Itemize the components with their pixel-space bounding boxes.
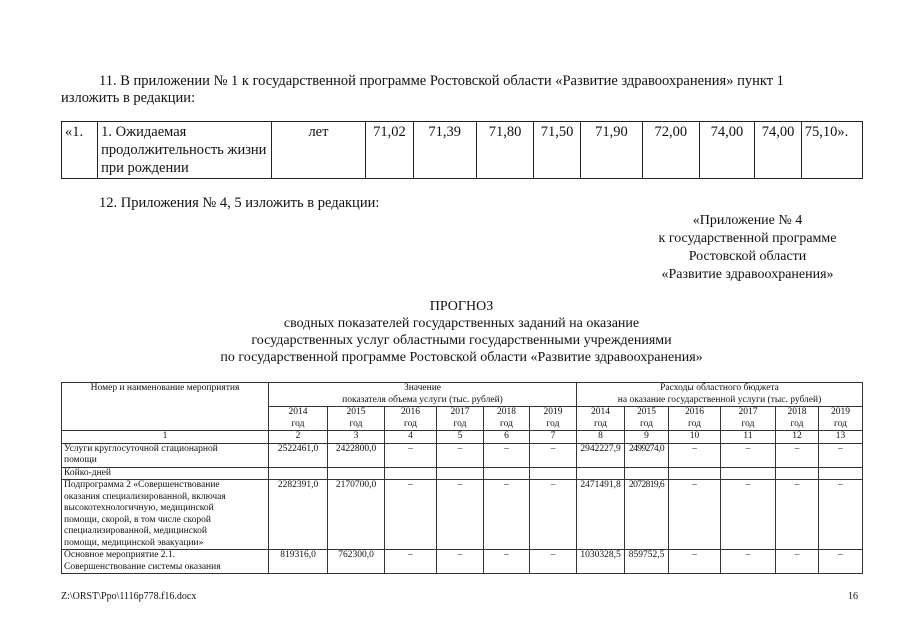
table-cell: – bbox=[530, 480, 577, 550]
header-expense-line: на оказание государственной услуги (тыс. рублей) bbox=[617, 394, 822, 405]
header-row bbox=[62, 383, 863, 407]
year-header bbox=[577, 407, 625, 431]
table-cell bbox=[721, 467, 776, 480]
row-name-line: Услуги круглосуточной стационарной bbox=[64, 443, 218, 454]
table-cell bbox=[328, 467, 385, 480]
row-name bbox=[62, 467, 269, 480]
row-name bbox=[62, 443, 269, 467]
year-value: 2016 bbox=[401, 407, 420, 417]
indicator-name-line: продолжительность жизни bbox=[101, 142, 267, 158]
column-number: 12 bbox=[776, 431, 819, 444]
year-value: 2015 bbox=[346, 407, 366, 417]
table-cell: – bbox=[484, 480, 530, 550]
year-value: 2019 bbox=[831, 407, 851, 417]
table-cell: 2282391,0 bbox=[269, 480, 328, 550]
row-name-line: специализированной, медицинской bbox=[64, 526, 207, 536]
table-cell: – bbox=[669, 443, 721, 467]
table-cell: – bbox=[721, 443, 776, 467]
indicator-name bbox=[98, 122, 272, 179]
column-number: 2 bbox=[269, 431, 328, 444]
column-number: 8 bbox=[577, 431, 625, 444]
life-expectancy-table bbox=[61, 121, 863, 179]
table-cell bbox=[385, 467, 437, 480]
table-row bbox=[62, 122, 863, 179]
value-cell: 72,00 bbox=[642, 122, 699, 179]
year-value: 2019 bbox=[543, 407, 563, 417]
para-11-line1: 11. В приложении № 1 к государственной программе Ростовской области «Развитие здравоохранения» пункт 1 bbox=[99, 73, 784, 89]
table-cell: – bbox=[776, 443, 819, 467]
header-value-line: Значение bbox=[403, 383, 442, 393]
table-cell: – bbox=[721, 550, 776, 574]
table-cell: – bbox=[669, 550, 721, 574]
year-header bbox=[269, 407, 328, 431]
table-cell bbox=[269, 467, 328, 480]
value-cell: 75,10». bbox=[801, 122, 862, 179]
table-cell: 2422800,0 bbox=[328, 443, 385, 467]
table-cell bbox=[819, 467, 863, 480]
header-expense-line: Расходы областного бюджета bbox=[660, 383, 779, 393]
year-value: 2014 bbox=[288, 407, 308, 417]
year-value: 2016 bbox=[685, 407, 704, 417]
year-word: год bbox=[546, 418, 560, 429]
row-name-line: помощи, медицинской эвакуации» bbox=[64, 537, 204, 548]
year-word: год bbox=[790, 418, 804, 429]
forecast-title bbox=[61, 298, 862, 366]
table-cell bbox=[484, 467, 530, 480]
table-cell bbox=[776, 467, 819, 480]
table-cell: – bbox=[385, 480, 437, 550]
year-header bbox=[625, 407, 669, 431]
table-cell: – bbox=[819, 443, 863, 467]
title-sub: по государственной программе Ростовской области «Развитие здравоохранения» bbox=[220, 350, 703, 365]
table-cell bbox=[625, 467, 669, 480]
table-cell bbox=[437, 467, 484, 480]
year-value: 2014 bbox=[591, 407, 610, 417]
table-cell: 2942227,9 bbox=[577, 443, 625, 467]
value-cell: 71,90 bbox=[580, 122, 642, 179]
para-12: 12. Приложения № 4, 5 изложить в редакции: bbox=[99, 195, 380, 211]
appendix-line: «Приложение № 4 bbox=[692, 213, 803, 228]
table-cell: – bbox=[437, 550, 484, 574]
year-header bbox=[385, 407, 437, 431]
value-cell: 71,39 bbox=[413, 122, 476, 179]
table-cell: – bbox=[385, 550, 437, 574]
column-number: 7 bbox=[530, 431, 577, 444]
value-cell: 74,00 bbox=[755, 122, 801, 179]
indicator-name-line: при рождении bbox=[101, 160, 189, 176]
table-row bbox=[62, 550, 863, 574]
table-cell: 819316,0 bbox=[269, 550, 328, 574]
table-cell bbox=[530, 467, 577, 480]
table-cell: 859752,5 bbox=[625, 550, 669, 574]
table-cell: 2170700,0 bbox=[328, 480, 385, 550]
value-cell: 71,80 bbox=[476, 122, 534, 179]
row-name-line: помощи, скорой, в том числе скорой bbox=[64, 514, 211, 525]
page-number: 16 bbox=[848, 591, 858, 602]
table-cell: – bbox=[437, 443, 484, 467]
year-value: 2017 bbox=[738, 407, 758, 417]
appendix-header bbox=[630, 212, 865, 284]
table-row bbox=[62, 443, 863, 467]
column-number: 13 bbox=[819, 431, 863, 444]
table-row bbox=[62, 480, 863, 550]
year-value: 2018 bbox=[497, 407, 516, 417]
table-cell: 2522461,0 bbox=[269, 443, 328, 467]
para-11-line2: изложить в редакции: bbox=[61, 90, 196, 106]
table-cell: – bbox=[819, 550, 863, 574]
column-number: 11 bbox=[721, 431, 776, 444]
year-header bbox=[484, 407, 530, 431]
row-name bbox=[62, 480, 269, 550]
appendix-line: «Развитие здравоохранения» bbox=[661, 267, 834, 282]
table-cell: – bbox=[484, 443, 530, 467]
year-header bbox=[437, 407, 484, 431]
table-cell: – bbox=[484, 550, 530, 574]
year-word: год bbox=[349, 418, 363, 429]
year-value: 2018 bbox=[787, 407, 807, 417]
year-word: год bbox=[453, 418, 467, 429]
table-cell: 1030328,5 bbox=[577, 550, 625, 574]
header-value bbox=[269, 383, 577, 407]
year-header bbox=[776, 407, 819, 431]
item-prefix: «1. bbox=[62, 122, 98, 179]
table-cell: – bbox=[530, 550, 577, 574]
year-word: год bbox=[404, 418, 417, 429]
table-cell: – bbox=[776, 550, 819, 574]
year-header bbox=[669, 407, 721, 431]
year-word: год bbox=[291, 418, 305, 429]
column-number: 10 bbox=[669, 431, 721, 444]
title-sub: сводных показателей государственных заданий на оказание bbox=[283, 316, 640, 331]
table-cell: – bbox=[437, 480, 484, 550]
table-row bbox=[62, 467, 863, 480]
file-path: Z:\ORST\Ppo\1116p778.f16.docx bbox=[61, 591, 197, 602]
table-cell: – bbox=[385, 443, 437, 467]
row-name-line: Основное мероприятие 2.1. bbox=[64, 550, 176, 560]
year-word: год bbox=[688, 418, 701, 429]
table-cell: – bbox=[721, 480, 776, 550]
appendix-line: к государственной программе bbox=[658, 231, 837, 246]
table-cell: 762300,0 bbox=[328, 550, 385, 574]
year-word: год bbox=[500, 418, 513, 429]
unit-cell: лет bbox=[271, 122, 366, 179]
year-word: год bbox=[594, 418, 607, 429]
column-number: 9 bbox=[625, 431, 669, 444]
title-main: ПРОГНОЗ bbox=[429, 299, 494, 314]
year-word: год bbox=[640, 418, 653, 429]
row-name-line: Койко-дней bbox=[64, 467, 111, 478]
value-cell: 71,02 bbox=[366, 122, 413, 179]
year-value: 2015 bbox=[637, 407, 656, 417]
column-number: 3 bbox=[328, 431, 385, 444]
value-cell: 74,00 bbox=[699, 122, 755, 179]
table-cell: 2499274,0 bbox=[625, 443, 669, 467]
year-value: 2017 bbox=[450, 407, 470, 417]
value-cell: 71,50 bbox=[534, 122, 580, 179]
appendix-line: Ростовской области bbox=[688, 249, 807, 264]
table-cell: – bbox=[669, 480, 721, 550]
row-name-line: Совершенствование системы оказания bbox=[64, 561, 221, 572]
table-cell bbox=[669, 467, 721, 480]
table-cell: 2471491,8 bbox=[577, 480, 625, 550]
year-word: год bbox=[741, 418, 755, 429]
table-cell: – bbox=[819, 480, 863, 550]
year-header bbox=[328, 407, 385, 431]
column-number-row bbox=[62, 431, 863, 444]
row-name-line: высокотехнологичную, медицинской bbox=[64, 503, 214, 513]
row-name-line: оказания специализированной, включая bbox=[64, 491, 226, 502]
header-name: Номер и наименование мероприятия bbox=[62, 383, 269, 431]
table-cell: – bbox=[530, 443, 577, 467]
row-name-line: помощи bbox=[64, 455, 97, 465]
forecast-table bbox=[61, 382, 863, 574]
table-cell: 2072819,6 bbox=[625, 480, 669, 550]
column-number: 1 bbox=[62, 431, 269, 444]
year-header bbox=[721, 407, 776, 431]
column-number: 6 bbox=[484, 431, 530, 444]
indicator-name-line: 1. Ожидаемая bbox=[101, 124, 187, 140]
year-header bbox=[819, 407, 863, 431]
row-name bbox=[62, 550, 269, 574]
table-cell: – bbox=[776, 480, 819, 550]
row-name-line: Подпрограмма 2 «Совершенствование bbox=[64, 480, 220, 490]
year-header bbox=[530, 407, 577, 431]
column-number: 5 bbox=[437, 431, 484, 444]
header-expense bbox=[577, 383, 863, 407]
table-cell bbox=[577, 467, 625, 480]
header-value-line: показателя объема услуги (тыс. рублей) bbox=[342, 394, 503, 405]
title-sub: государственных услуг областными государственными учреждениями bbox=[251, 333, 672, 348]
column-number: 4 bbox=[385, 431, 437, 444]
year-word: год bbox=[834, 418, 848, 429]
